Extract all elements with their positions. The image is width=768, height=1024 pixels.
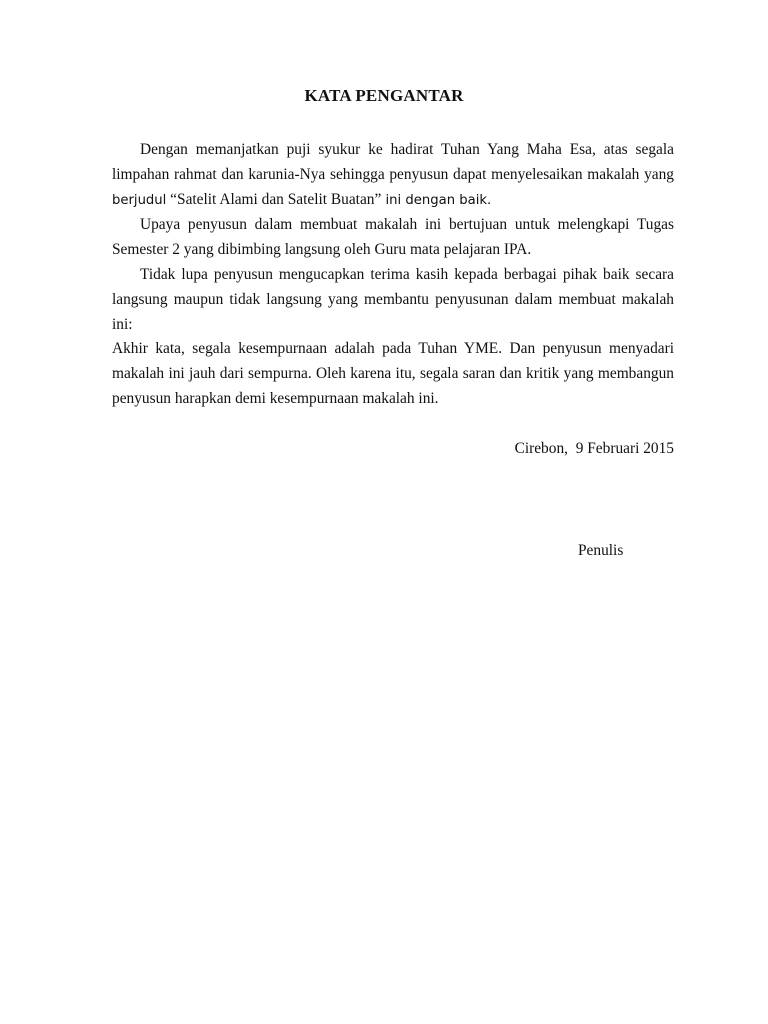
body-text	[112, 138, 674, 412]
paragraph-purpose: Upaya penyusun dalam membuat makalah ini bertujuan untuk melengkapi Tugas Semester 2 yang dibimbing langsung oleh Guru mata pelajaran IPA.	[112, 216, 674, 259]
paragraph-intro-text: Dengan memanjatkan puji syukur ke hadirat Tuhan Yang Maha Esa, atas segala limpahan rahmat dan karunia-Nya sehingga penyusun dapat menyelesaikan makalah yang	[112, 141, 674, 183]
place-date: Cirebon, 9 Februari 2015	[514, 440, 674, 457]
paragraph-intro	[112, 138, 674, 213]
paragraph-thanks: Tidak lupa penyusun mengucapkan terima kasih kepada berbagai pihak baik secara langsung maupun tidak langsung yang membantu penyusunan dalam membuat makalah ini:	[112, 265, 674, 333]
author-signature: Penulis	[578, 542, 624, 559]
paragraph-intro-sans-trail: ini dengan baik.	[381, 192, 492, 208]
page-title: KATA PENGANTAR	[304, 86, 464, 105]
paragraph-intro-sans-lead: berjudul	[112, 192, 167, 208]
paragraph-closing: Akhir kata, segala kesempurnaan adalah pada Tuhan YME. Dan penyusun menyadari makalah ini jauh dari sempurna. Oleh karena itu, segala saran dan kritik yang membangun penyusun harapkan demi kesempurnaan makalah ini.	[112, 340, 674, 407]
paper-title-quote: “Satelit Alami dan Satelit Buatan”	[166, 190, 382, 208]
